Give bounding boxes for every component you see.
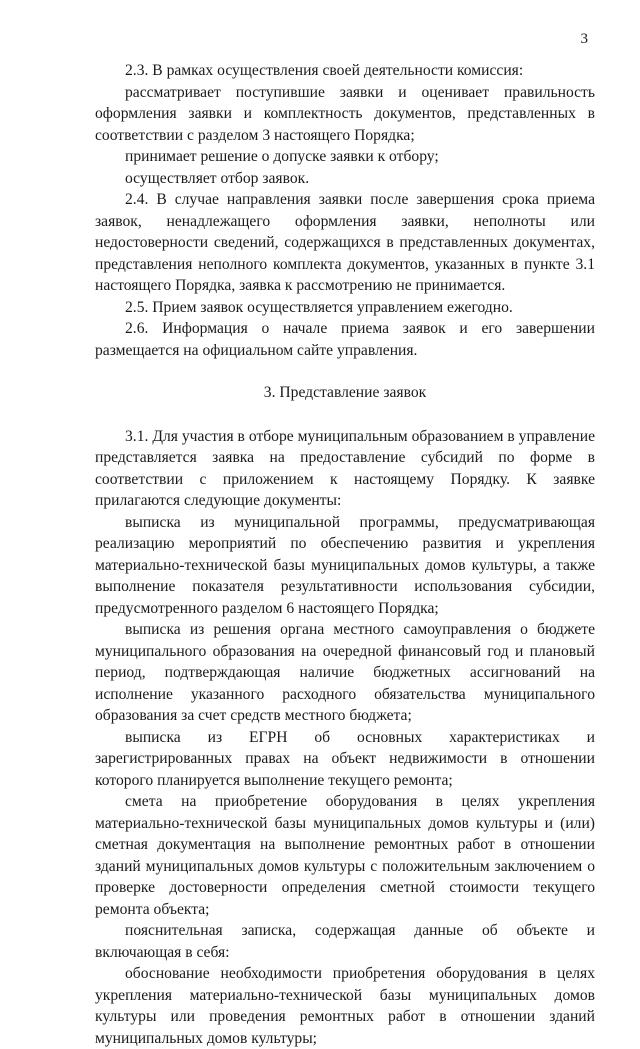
paragraph-justification: обоснование необходимости приобретения оборудования в целях укрепления материально-технической базы муниципальных домов культуры или проведения ремонтных работ в отношении зданий муниципальных домов культуры; — [95, 965, 595, 1047]
paragraph-2-6: 2.6. Информация о начале приема заявок и его завершении размещается на официальном сайте управления. — [95, 320, 595, 359]
paragraph-budget-extract: выписка из решения органа местного самоуправления о бюджете муниципального образования на очередной финансовый год и плановый период, подтверждающая наличие бюджетных ассигнований на исполнение указанного расходного обязательства муниципального образования за счет средств местного бюджета; — [95, 621, 595, 724]
paragraph-program-extract: выписка из муниципальной программы, предусматривающая реализацию мероприятий по обеспечению развития и укрепления материально-технической базы муниципальных домов культуры, а также выполнение показателя результативности использования субсидии, предусмотренного разделом 6 настоящего Порядка; — [95, 513, 595, 617]
paragraph-egrn-extract: выписка из ЕГРН об основных характеристиках и зарегистрированных правах на объект недвижимости в отношении которого планируется выполнение текущего ремонта; — [95, 728, 595, 789]
paragraph-explanatory-note: пояснительная записка, содержащая данные об объекте и включающая в себя: — [95, 922, 595, 961]
paragraph-review-applications: рассматривает поступившие заявки и оценивает правильность оформления заявки и комплектность документов, представленных в соответствии с разделом 3 настоящего Порядка; — [95, 83, 595, 144]
document-body — [95, 60, 595, 1049]
paragraph-estimate: смета на приобретение оборудования в целях укрепления материально-технической базы муниципальных домов культуры и (или) сметная документация на выполнение ремонтных работ в отношении зданий муниципальных домов культуры с положительным заключением о проверке достоверности определения сметной стоимости текущего ремонта объекта; — [95, 793, 595, 918]
page-number: 3 — [580, 31, 588, 47]
paragraph-admission-decision: принимает решение о допуске заявки к отбору; — [125, 148, 439, 165]
paragraph-2-4: 2.4. В случае направления заявки после завершения срока приема заявок, ненадлежащего оформления заявки, неполноты или недостоверности сведений, содержащихся в представленных документах, представления неполного комплекта документов, указанных в пункте 3.1 настоящего Порядка, заявка к рассмотрению не принимается. — [95, 191, 595, 294]
paragraph-selection: осуществляет отбор заявок. — [125, 169, 310, 187]
section-heading: 3. Представление заявок — [263, 384, 427, 401]
paragraph-2-3: 2.3. В рамках осуществления своей деятельности комиссия: — [125, 62, 524, 79]
paragraph-2-5: 2.5. Прием заявок осуществляется управлением ежегодно. — [125, 298, 513, 316]
paragraph-3-1: 3.1. Для участия в отборе муниципальным образованием в управление представляется заявка на предоставление субсидий по форме в соответствии с приложением к настоящему Порядку. К заявке прилагаются следующие документы: — [95, 427, 595, 509]
